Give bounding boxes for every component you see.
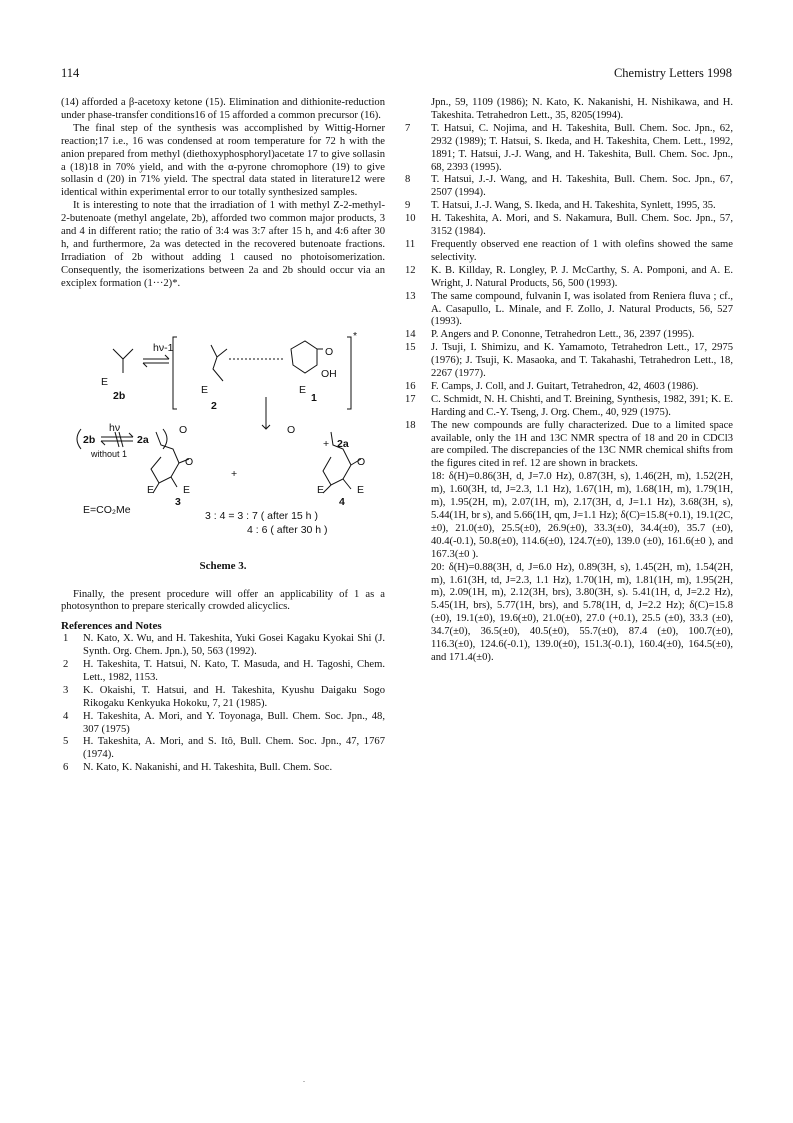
label-2b-paren: 2b xyxy=(83,433,96,446)
hv1-label: hν-1 xyxy=(153,341,174,354)
o-label-4b: O xyxy=(357,455,366,468)
reference-item: 4 H. Takeshita, A. Mori, and Y. Toyonaga, Bull. Chem. Soc. Jpn., 48, 307 (1975) xyxy=(63,710,385,735)
reference-item: 18 The new compounds are fully characterized. Due to a limited space available, only the 1H and 13C NMR spectra of 18 and 20 in CDCl3 are compiled. The discrepancies of the 13C NMR chemical shifts from the figures cited in ref. 12 are shown in brackets. xyxy=(405,419,733,470)
o-label: O xyxy=(325,345,334,358)
scheme-3-diagram xyxy=(61,297,385,562)
plus-sign: + xyxy=(231,467,238,480)
reference-item: 11 Frequently observed ene reaction of 1 with olefins showed the same selectivity. xyxy=(405,238,733,263)
bracket-left xyxy=(173,337,177,409)
hv-label: hν xyxy=(109,421,121,434)
o-label-3a: O xyxy=(179,423,188,436)
ratio-15h: 3 : 4 = 3 : 7 ( after 15 h ) xyxy=(205,509,318,522)
paragraph-3: It is interesting to note that the irradiation of 1 with methyl Z-2-methyl-2-butenoate (methyl angelate, 2b), afforded two common major products, 3 and 4 in different ratio; the ratio of 3:4 was 3:7 after 15 h, and 4:6 after 30 h, and furthermore, 2a was detected in the recovered butenoate fractions. Irradiation of 2b without adding 1 caused no photoisomerization. Consequently, the isomerizations between 2a and 2b should occur via an exciplex formation (1···2)*. xyxy=(61,200,385,289)
label-1: 1 xyxy=(311,391,317,404)
scheme-svg xyxy=(61,297,385,547)
left-column xyxy=(61,97,385,775)
equilibrium-arrow xyxy=(143,355,169,367)
scheme-caption: Scheme 3. xyxy=(199,559,247,572)
e-label-1: E xyxy=(299,383,307,396)
label-3: 3 xyxy=(175,495,181,508)
scan-speck xyxy=(303,1081,305,1082)
nmr-data-18: 18: δ(H)=0.86(3H, d, J=7.0 Hz), 0.87(3H, s), 1.46(2H, m), 1.52(2H, m), 1.60(3H, td, J=2.3, 1.1 Hz), 1.67(1H, m), 1.68(1H, m), 1.79(1H, m), 1.95(2H, m), 2.07(1H, m), 2.17(3H, d, J=1.1 Hz), 3.68(3H, s), 5.44(1H, br s), and 5.66(1H, qm, J=1.1 Hz); δ(C)=15.8(+0.1), 19.1(2C, ±0), 21.0(±0), 25.5(±0), 26.9(±0), 33.3(±0), 34.4(±0), 35.7 (±0), 40.4(-0.1), 50.8(±0), 114.6(±0), 124.7(±0), 139.0 (±0), 161.6(±0 ), and 167.3(±0 ). xyxy=(431,471,733,560)
paragraph-2: The final step of the synthesis was accomplished by Wittig-Horner reaction;17 i.e., 16 was condensed at room temperature for 72 h with the anion prepared from methyl (diethoxyphosphoryl)acetate 17 to give sollasin a (18)18 in 70% yield, and with the α-pyrone chromophore (19) to give sollasin d (20) in 71% yield. The spectral data stated in literature12 were identical within experimental error to our totally synthesized samples. xyxy=(61,122,385,199)
o-label-4a: O xyxy=(287,423,296,436)
reference-item: 10 H. Takeshita, A. Mori, and S. Nakamura, Bull. Chem. Soc. Jpn., 57, 3152 (1984). xyxy=(405,213,733,238)
label-2: 2 xyxy=(211,399,217,412)
e-label-4b: E xyxy=(357,483,365,496)
e-label-4a: E xyxy=(317,483,325,496)
reference-item: 5 H. Takeshita, A. Mori, and S. Itô, Bull. Chem. Soc. Jpn., 47, 1767 (1974). xyxy=(63,736,385,761)
without-1-label: without 1 xyxy=(91,448,128,459)
label-4: 4 xyxy=(339,495,345,508)
paragraph-4: Finally, the present procedure will offer an applicability of 1 as a photosynthon to prepare sterically crowded alicyclics. xyxy=(61,588,385,613)
reference-item: 9 T. Hatsui, J.-J. Wang, S. Ikeda, and H. Takeshita, Synlett, 1995, 35. xyxy=(405,200,716,212)
e-definition: E=CO₂Me xyxy=(83,503,131,516)
reference-continued: Jpn., 59, 1109 (1986); N. Kato, K. Nakanishi, H. Nishikawa, and H. Takeshita. Tetrahedron Lett., 35, 8205(1994). xyxy=(431,97,733,121)
nmr-data-20: 20: δ(H)=0.88(3H, d, J=6.0 Hz), 0.89(3H, s), 1.45(2H, m), 1.54(2H, m), 1.61(3H, td, J=2.3, 1.1 Hz), 1.70(1H, m), 1.81(1H, m), 1.95(2H, m), 2.09(1H, m), 2.12(3H, brs), 3.80(3H, s). 5.41(1H, d, J=2.2 Hz), 5.45(1H, brs), 5.77(1H, brs), and 5.78(1H, d, J=2.2 Hz); δ(C)=15.8 (±0), 19.1(±0), 19.6(±0), 21.0(±0), 27.0 (+0.1), 25.5 (±0), 33.3 (±0), 34.7(±0), 36.5(±0), 40.5(±0), 55.7(±0), 87.4 (±0), 100.7(±0), 116.3(±0), 124.6(-0.1), 139.0(±0), 151.3(-0.1), 160.4(±0), 164.5(±0), and 171.4(±0). xyxy=(431,561,733,663)
label-2a-paren: 2a xyxy=(137,433,149,446)
reference-item: 2 H. Takeshita, T. Hatsui, N. Kato, T. Masuda, and H. Tagoshi, Chem. Lett., 1982, 1153. xyxy=(63,659,385,683)
paren-left xyxy=(77,429,81,449)
e-label-2b: E xyxy=(101,375,109,388)
ratio-30h: 4 : 6 ( after 30 h ) xyxy=(247,523,328,536)
page-number: 114 xyxy=(61,66,80,80)
reference-item: 16 F. Camps, J. Coll, and J. Guitart, Tetrahedron, 42, 4603 (1986). xyxy=(405,380,699,392)
e-label-2: E xyxy=(201,383,209,396)
bond-1 xyxy=(291,341,317,373)
down-arrow xyxy=(262,397,270,429)
journal-running-head: Chemistry Letters 1998 xyxy=(613,66,732,80)
reference-item: 1 N. Kato, X. Wu, and H. Takeshita, Yuki Gosei Kagaku Kyokai Shi (J. Synth. Org. Chem. Jpn.), 50, 563 (1992). xyxy=(63,633,385,658)
no-reaction-arrow xyxy=(101,432,133,447)
reference-item: 12 K. B. Killday, R. Longley, P. J. McCarthy, S. A. Pomponi, and A. E. Wright, J. Natural Products, 56, 500 (1993). xyxy=(405,264,733,289)
references-heading: References and Notes xyxy=(61,620,162,633)
reference-item: 14 P. Angers and P. Cononne, Tetrahedron Lett., 36, 2397 (1995). xyxy=(405,329,695,341)
o-label-3b: O xyxy=(185,455,194,468)
plus-2a: + xyxy=(323,437,330,450)
bracket-right xyxy=(347,337,351,409)
excited-star: * xyxy=(353,329,358,342)
paragraph-1: (14) afforded a β-acetoxy ketone (15). Elimination and dithionite-reduction under phase-transfer conditions16 of 15 afforded a common precursor (16). xyxy=(61,97,385,121)
oh-label: OH xyxy=(321,367,337,380)
reference-item: 8 T. Hatsui, J.-J. Wang, and H. Takeshita, Bull. Chem. Soc. Jpn., 67, 2507 (1994). xyxy=(405,174,733,199)
references-list-left xyxy=(61,633,385,775)
label-2a: 2a xyxy=(337,437,349,450)
reference-item: 13 The same compound, fulvanin I, was isolated from Reniera fluva ; cf., A. Casapullo, L. Minale, and F. Zollo, J. Natural Products, 56, 527 (1993). xyxy=(405,290,733,328)
reference-item: 17 C. Schmidt, N. H. Chishti, and T. Breining, Synthesis, 1982, 391; K. E. Harding and C.-Y. Tseng, J. Org. Chem., 40, 929 (1975). xyxy=(405,393,733,418)
label-2b: 2b xyxy=(113,389,126,402)
reference-item: 6 N. Kato, K. Nakanishi, and H. Takeshita, Bull. Chem. Soc. xyxy=(63,762,333,774)
reference-item: 15 J. Tsuji, I. Shimizu, and K. Yamamoto, Tetrahedron Lett., 17, 2975 (1976); J. Tsuji, K. Masaoka, and T. Takahashi, Tetrahedron Lett., 18, 2267 (1977). xyxy=(405,342,733,380)
bond-2 xyxy=(211,345,227,381)
e-label-3a: E xyxy=(147,483,155,496)
right-column xyxy=(405,97,733,665)
e-label-3b: E xyxy=(183,483,191,496)
reference-item: 7 T. Hatsui, C. Nojima, and H. Takeshita, Bull. Chem. Soc. Jpn., 62, 2932 (1989); T. Hatsui, S. Ikeda, and H. Takeshita, Chem. Lett., 1992, 1891; T. Hatsui, J.-J. Wang, and H. Takeshita, Bull. Chem. Soc. Jpn., 68, 2393 (1995). xyxy=(405,122,733,173)
reference-item: 3 K. Okaishi, T. Hatsui, and H. Takeshita, Kyushu Daigaku Sogo Rikogaku Kenkyuka Hokoku, 7, 21 (1985). xyxy=(63,684,385,709)
bond-2b xyxy=(113,349,133,373)
